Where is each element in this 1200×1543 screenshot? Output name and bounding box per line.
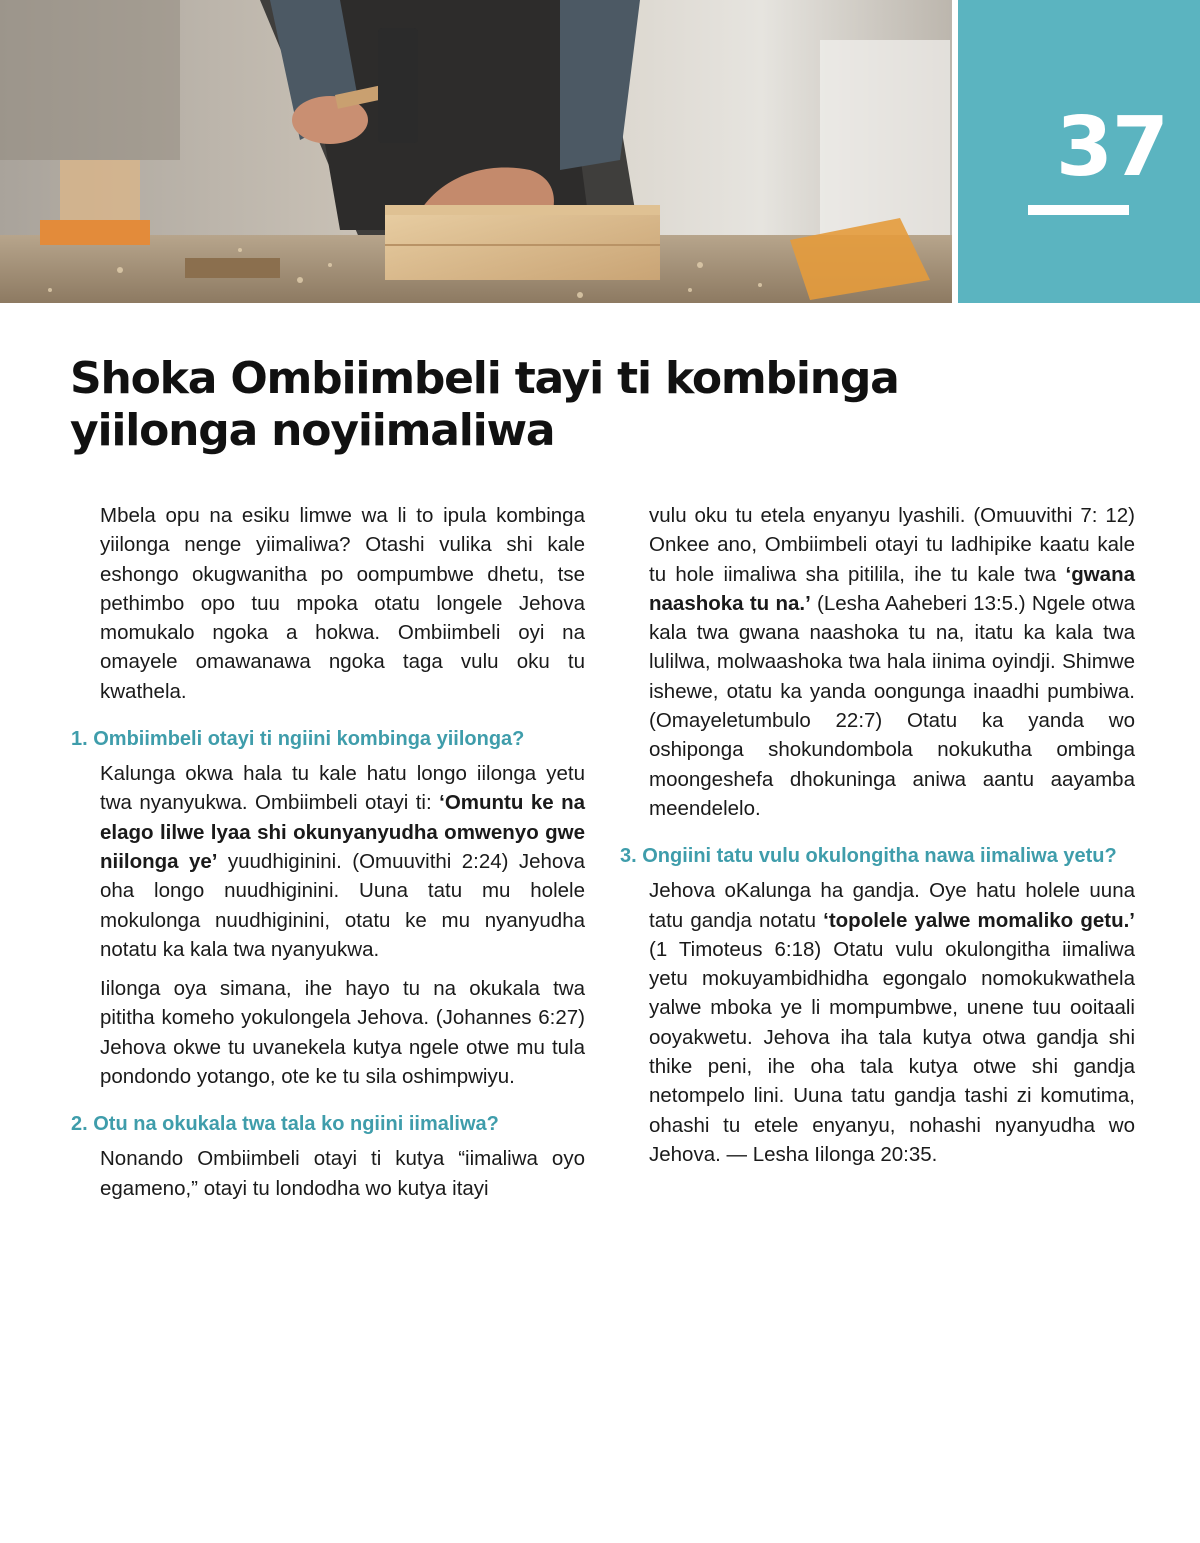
lesson-number: 37	[1055, 100, 1168, 195]
section-3-paragraph-1: Jehova oKalunga ha gandja. Oye hatu holele uuna tatu gandja notatu ‘topolele yalwe momaliko getu.’ (1 Timoteus 6:18) Otatu vulu okulongitha iimaliwa yetu mokuyambidhidha egongalo nomokukwathela yalwe mboka ye li mompumbwe, unene tuu ooitaali ooyakwetu. Jehova iha tala kutya otwa gandja shi thike peni, ihe oha tala kutya otwe shi gandja netompelo lini. Uuna tatu gandja tashi zi komutima, ohashi tu etele enyanyu, nohashi nyanyudha wo Jehova. — Lesha Iilonga 20:35.	[649, 879, 1135, 1166]
section-3-heading: 3. Ongiini tatu vulu okulongitha nawa iimaliwa yetu?	[620, 845, 1117, 868]
section-1-paragraph-1: Kalunga okwa hala tu kale hatu longo iilonga yetu twa nyanyukwa. Ombiimbeli otayi ti: ‘Omuntu ke na elago lilwe lyaa shi okunyanyudha omwenyo gwe niilonga ye’ yuudhiginini. (Omuuvithi 2:24) Jehova oha longo nuudhiginini. Uuna tatu mu holele mokulonga nuudhiginini, otatu ke mu nyanyudha notatu ka kala twa nyanyukwa.	[100, 762, 585, 961]
lesson-number-underline	[1028, 205, 1129, 215]
carpenter-hammer-photo-icon	[0, 0, 952, 303]
scripture-quote: ‘gwana naashoka tu na.’	[649, 562, 1135, 615]
hero-photo	[0, 0, 952, 303]
section-1-paragraph-2: Iilonga oya simana, ihe hayo tu na okukala twa pititha komeho yokulongela Jehova. (Johannes 6:27) Jehova okwe tu uvanekela kutya ngele otwe mu tula pondondo yotango, ote ke tu sila oshimpwiyu.	[100, 977, 585, 1089]
section-2-paragraph-start: Nonando Ombiimbeli otayi ti kutya “iimaliwa oyo egameno,” otayi tu londodha wo kutya itayi	[100, 1147, 585, 1200]
section-1-heading: 1. Ombiimbeli otayi ti ngiini kombinga yiilonga?	[71, 728, 525, 751]
lesson-badge	[958, 0, 1200, 303]
section-2-paragraph-continued: vulu oku tu etela enyanyu lyashili. (Omuuvithi 7: 12) Onkee ano, Ombiimbeli otayi tu ladhipike kaatu kale tu hole iimaliwa sha pitilila, ihe tu kale twa ‘gwana naashoka tu na.’ (Lesha Aaheberi 13:5.) Ngele otwa kala twa gwana naashoka tu na, itatu ka kala twa lulilwa, molwaashoka twa hala iinima oyindji. Shimwe ishewe, otatu ka yanda oongunga inaadhi pumbiwa. (Omayeletumbulo 22:7) Otatu ka yanda wo oshiponga shokundombola nokukutha ombinga moongeshefa dhokuninga aniwa aantu aayamba meendelelo.	[649, 504, 1135, 820]
column-left	[71, 501, 585, 1213]
intro-paragraph: Mbela opu na esiku limwe wa li to ipula kombinga yiilonga nenge yiimaliwa? Otashi vulika shi kale eshongo okugwanitha po oompumbwe dhetu, tse pethimbo opo tuu mpoka otatu longele Jehova momukalo ngoka a hokwa. Ombiimbeli oyi na omayele omawanawa ngoka taga vulu oku tu kwathela.	[100, 504, 585, 703]
column-right	[620, 501, 1135, 1179]
scripture-quote: ‘Omuntu ke na elago lilwe lyaa shi okunyanyudha omwenyo gwe niilonga ye’	[100, 791, 585, 873]
scripture-quote: ‘topolele yalwe momaliko getu.’	[823, 908, 1135, 932]
page-title: Shoka Ombiimbeli tayi ti kombinga yiilonga noyiimaliwa	[70, 353, 899, 456]
section-2-heading: 2. Otu na okukala twa tala ko ngiini iimaliwa?	[71, 1113, 499, 1136]
